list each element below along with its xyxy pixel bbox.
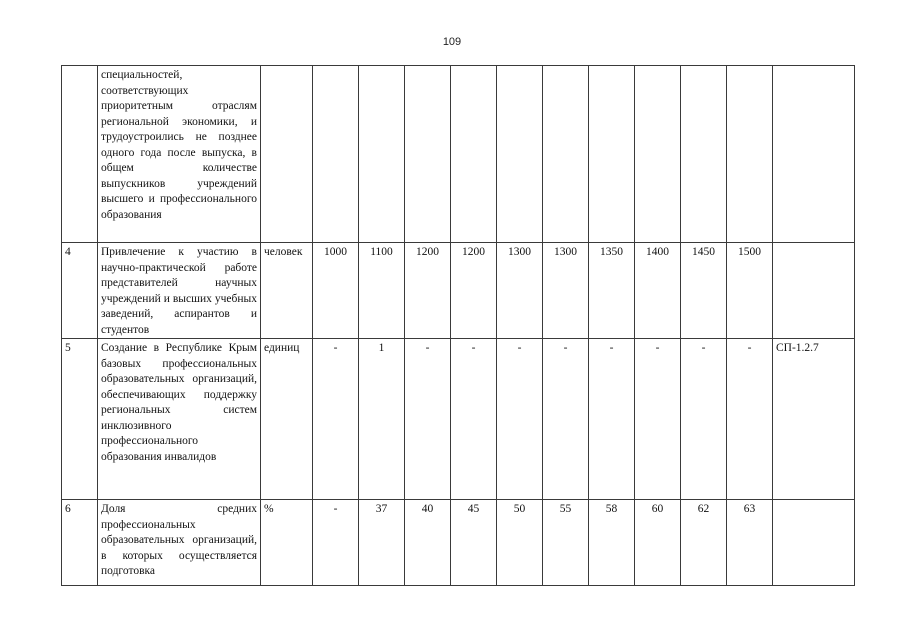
value-cell: 1 — [359, 339, 405, 500]
indicator-description: Доля средних профессиональных образовательных организаций, в которых осуществляется подготовка — [98, 500, 261, 586]
value-cell: - — [681, 339, 727, 500]
value-cell: - — [497, 339, 543, 500]
table-row — [62, 66, 855, 243]
indicator-description: Создание в Республике Крым базовых профессиональных образовательных организаций, обеспечивающих поддержку региональных систем инклюзивного профессионального образования инвалидов — [98, 339, 261, 500]
value-cell: 45 — [451, 500, 497, 586]
value-cell — [405, 66, 451, 243]
value-cell: 58 — [589, 500, 635, 586]
value-cell: 1300 — [543, 243, 589, 339]
page-number: 109 — [442, 36, 462, 48]
value-cell: 1000 — [313, 243, 359, 339]
unit-cell: человек — [261, 243, 313, 339]
value-cell: - — [727, 339, 773, 500]
value-cell: - — [313, 339, 359, 500]
value-cell: - — [635, 339, 681, 500]
reference-cell — [773, 500, 855, 586]
reference-cell — [773, 66, 855, 243]
value-cell: - — [589, 339, 635, 500]
value-cell: - — [313, 500, 359, 586]
table-row — [62, 500, 855, 586]
value-cell — [359, 66, 405, 243]
value-cell — [635, 66, 681, 243]
value-cell — [497, 66, 543, 243]
unit-cell: единиц — [261, 339, 313, 500]
reference-cell — [773, 243, 855, 339]
row-number: 6 — [62, 500, 98, 586]
row-number: 5 — [62, 339, 98, 500]
value-cell — [589, 66, 635, 243]
value-cell: 55 — [543, 500, 589, 586]
value-cell: 1200 — [405, 243, 451, 339]
indicator-description: специальностей, соответствующих приоритетным отраслям региональной экономики, и трудоустроились не позднее одного года после выпуска, в общем количестве выпускников учреждений высшего и профессионального образования — [98, 66, 261, 243]
value-cell: 1100 — [359, 243, 405, 339]
indicator-description: Привлечение к участию в научно-практической работе представителей научных учреждений и высших учебных заведений, аспирантов и студентов — [98, 243, 261, 339]
row-number — [62, 66, 98, 243]
value-cell — [451, 66, 497, 243]
value-cell: 37 — [359, 500, 405, 586]
reference-cell: СП-1.2.7 — [773, 339, 855, 500]
table-row — [62, 243, 855, 339]
value-cell: 62 — [681, 500, 727, 586]
value-cell — [681, 66, 727, 243]
value-cell — [313, 66, 359, 243]
value-cell — [727, 66, 773, 243]
value-cell: - — [451, 339, 497, 500]
value-cell: 1400 — [635, 243, 681, 339]
value-cell: - — [405, 339, 451, 500]
value-cell: 40 — [405, 500, 451, 586]
value-cell: 1450 — [681, 243, 727, 339]
value-cell: 50 — [497, 500, 543, 586]
value-cell: - — [543, 339, 589, 500]
unit-cell: % — [261, 500, 313, 586]
indicators-table — [61, 65, 855, 586]
table-row — [62, 339, 855, 500]
value-cell: 1500 — [727, 243, 773, 339]
unit-cell — [261, 66, 313, 243]
value-cell: 63 — [727, 500, 773, 586]
value-cell — [543, 66, 589, 243]
value-cell: 60 — [635, 500, 681, 586]
value-cell: 1200 — [451, 243, 497, 339]
value-cell: 1300 — [497, 243, 543, 339]
row-number: 4 — [62, 243, 98, 339]
value-cell: 1350 — [589, 243, 635, 339]
